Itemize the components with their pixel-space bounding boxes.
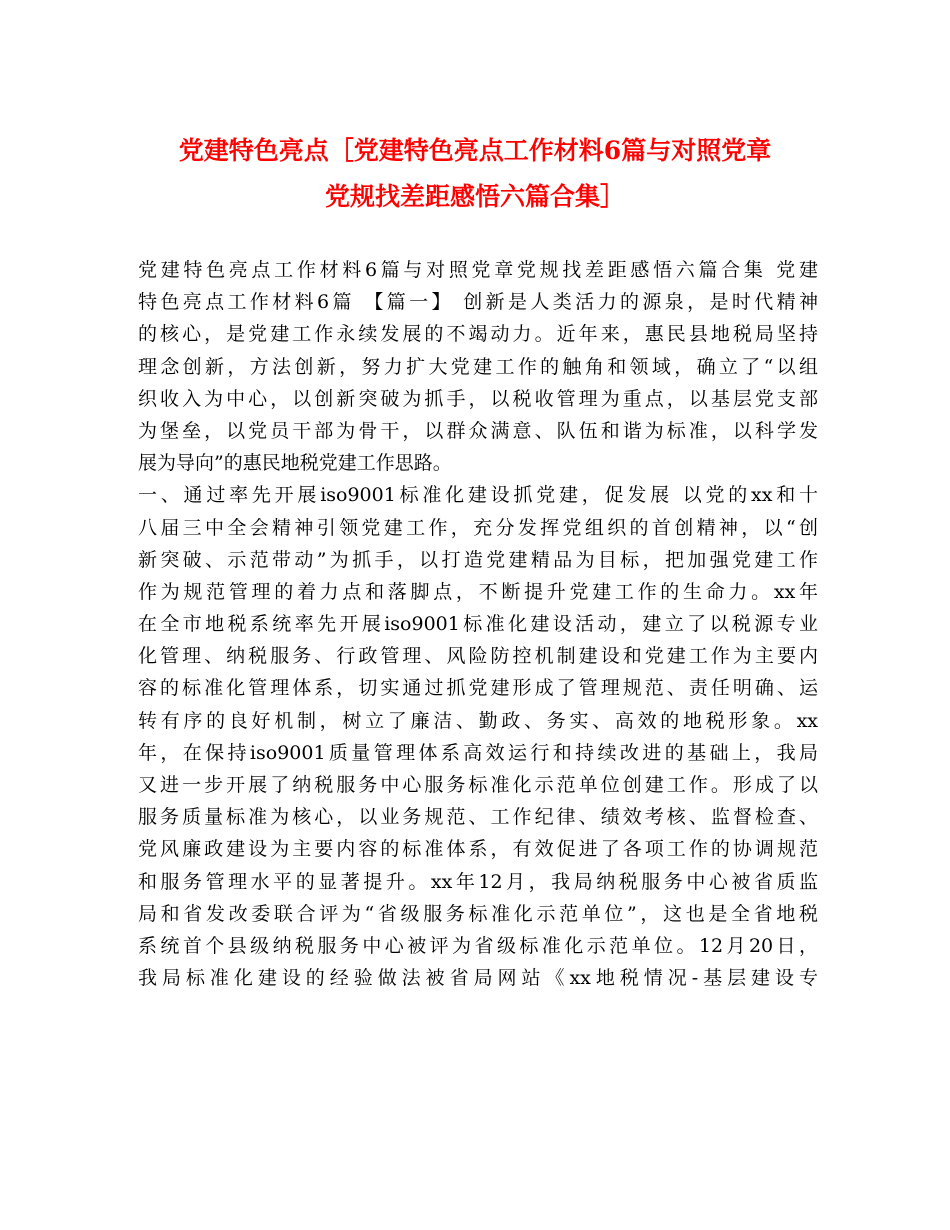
text-line: 转有序的良好机制，树立了廉洁、勤政、务实、高效的地税形象。xx bbox=[138, 709, 818, 732]
text-line: 新突破、示范带动”为抓手，以打造党建精品为目标，把加强党建工作 bbox=[138, 548, 818, 571]
text-line: 的核心，是党建工作永续发展的不竭动力。近年来，惠民县地税局坚持 bbox=[138, 323, 818, 346]
text-line: 又进一步开展了纳税服务中心服务标准化示范单位创建工作。形成了以 bbox=[138, 774, 818, 796]
title-line: 党规找差距感悟六篇合集］ bbox=[324, 182, 625, 211]
text-line: 局和省发改委联合评为“省级服务标准化示范单位”，这也是全省地税 bbox=[138, 902, 818, 925]
text-line: 织收入为中心，以创新突破为抓手，以税收管理为重点，以基层党支部 bbox=[138, 387, 818, 410]
text-line: 作为规范管理的着力点和落脚点，不断提升党建工作的生命力。xx年 bbox=[138, 580, 818, 603]
text-line: 年，在保持iso9001质量管理体系高效运行和持续改进的基础上，我局 bbox=[138, 741, 818, 764]
text-line: 容的标准化管理体系，切实通过抓党建形成了管理规范、责任明确、运 bbox=[138, 677, 818, 700]
text-line: 一、通过率先开展iso9001标准化建设抓党建，促发展 以党的xx和十 bbox=[138, 484, 818, 507]
text-line: 特色亮点工作材料6篇 【篇一】 创新是人类活力的源泉，是时代精神 bbox=[138, 291, 818, 314]
text-line: 我局标准化建设的经验做法被省局网站《xx地税情况-基层建设专 bbox=[138, 967, 818, 990]
text-line: 党风廉政建设为主要内容的标准体系，有效促进了各项工作的协调规范 bbox=[138, 838, 818, 861]
text-line: 理念创新，方法创新，努力扩大党建工作的触角和领域，确立了“以组 bbox=[138, 355, 818, 378]
text-line: 化管理、纳税服务、行政管理、风险防控机制建设和党建工作为主要内 bbox=[138, 645, 818, 668]
document-body bbox=[138, 254, 818, 994]
text-line: 八届三中全会精神引领党建工作，充分发挥党组织的首创精神，以“创 bbox=[138, 516, 818, 539]
document-title bbox=[120, 128, 830, 220]
text-line: 在全市地税系统率先开展iso9001标准化建设活动，建立了以税源专业 bbox=[138, 613, 818, 636]
text-line: 展为导向”的惠民地税党建工作思路。 bbox=[138, 452, 452, 475]
paragraph-section-one bbox=[138, 479, 818, 994]
text-line: 系统首个县级纳税服务中心被评为省级标准化示范单位。12月20日， bbox=[138, 934, 818, 957]
text-line: 和服务管理水平的显著提升。xx年12月，我局纳税服务中心被省质监 bbox=[138, 870, 818, 893]
title-line: 党建特色亮点［党建特色亮点工作材料6篇与对照党章 bbox=[178, 136, 772, 165]
text-line: 党建特色亮点工作材料6篇与对照党章党规找差距感悟六篇合集 党建 bbox=[138, 259, 818, 281]
text-line: 为堡垒，以党员干部为骨干，以群众满意、队伍和谐为标准，以科学发 bbox=[138, 419, 818, 442]
text-line: 服务质量标准为核心，以业务规范、工作纪律、绩效考核、监督检查、 bbox=[138, 806, 818, 829]
paragraph-intro bbox=[138, 254, 818, 479]
